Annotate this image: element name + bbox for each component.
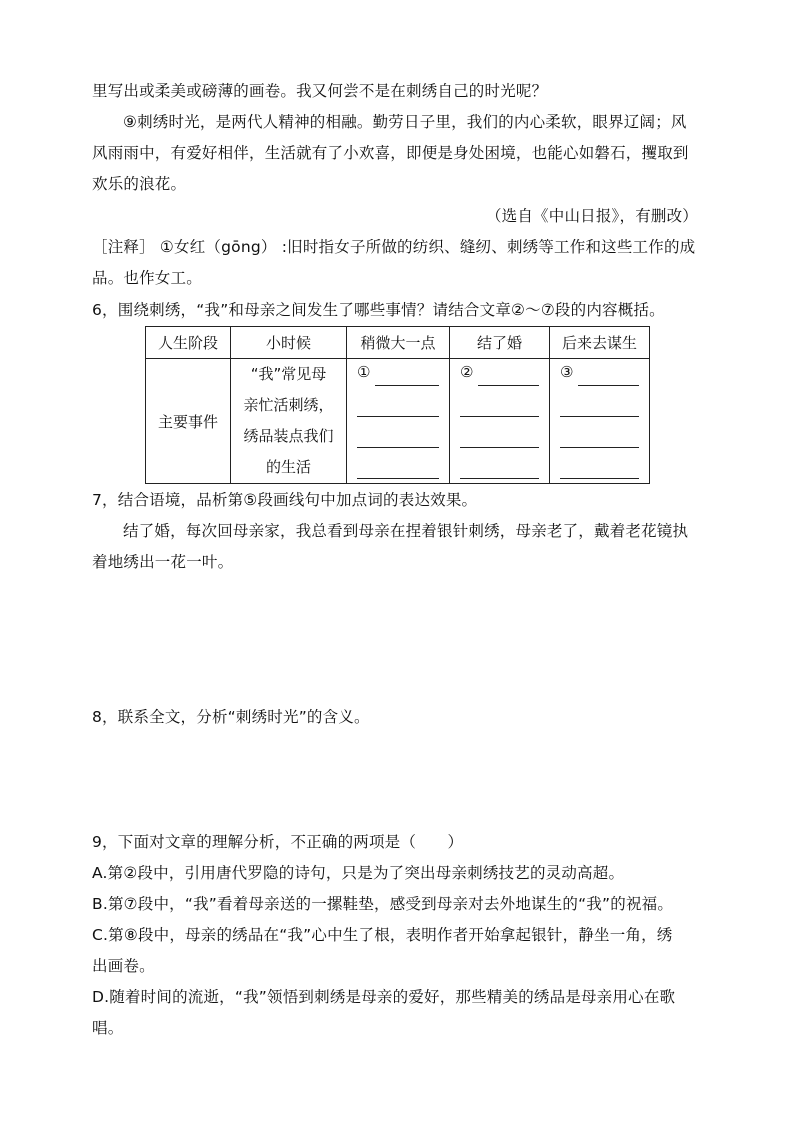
answer-line <box>550 359 649 390</box>
header-married: 结了婚 <box>450 327 550 359</box>
header-livelihood: 后来去谋生 <box>550 327 650 359</box>
question-7-quote-line-1: 结了婚，每次回母亲家，我总看到母亲在捏着银针刺绣，母亲老了，戴着老花镜执 <box>123 522 689 540</box>
question-6: 6，围绕刺绣，“我”和母亲之间发生了哪些事情？请结合文章②～⑦段的内容概括。 <box>92 301 665 319</box>
annotation-line-1: ［注释］ ①女红（gōng） :旧时指女子所做的纺织、缝纫、刺绣等工作和这些工作的成 <box>92 238 696 256</box>
answer-line <box>347 452 449 483</box>
blank-underline <box>460 478 539 479</box>
childhood-event-line: 的生活 <box>265 458 311 476</box>
paragraph-9-line-3: 欢乐的浪花。 <box>92 175 187 193</box>
answer-line <box>450 421 549 452</box>
childhood-event-line: 亲忙活刺绣， <box>243 396 334 414</box>
option-c-line-1[interactable]: C.第⑧段中，母亲的绣品在“我”心中生了根，表明作者开始拿起银针，静坐一角，绣 <box>92 926 673 944</box>
childhood-event-line: 绣品装点我们 <box>243 427 334 445</box>
option-c-line-2[interactable]: 出画卷。 <box>92 957 155 975</box>
header-older: 稍微大一点 <box>347 327 450 359</box>
circled-number-1: ① <box>357 363 371 381</box>
answer-line <box>450 390 549 421</box>
blank-underline <box>460 416 539 417</box>
blank-underline <box>357 416 439 417</box>
answer-line <box>347 421 449 452</box>
table-row <box>146 359 650 484</box>
answer-line <box>450 359 549 390</box>
paragraph-9-line-2: 风雨雨中，有爱好相伴，生活就有了小欢喜，即便是身处困境，也能心如磐石，攫取到 <box>92 144 689 162</box>
blank-underline <box>357 478 439 479</box>
summary-table <box>145 326 650 484</box>
option-d-line-2[interactable]: 唱。 <box>92 1019 124 1037</box>
childhood-event-line: “我”常见母 <box>250 365 327 383</box>
circled-number-3: ③ <box>560 363 574 381</box>
source-citation: （选自《中山日报》，有删改） <box>485 207 698 225</box>
header-childhood: 小时候 <box>231 327 347 359</box>
answer-blank-1[interactable] <box>347 359 450 484</box>
blank-underline <box>375 385 439 386</box>
answer-line <box>550 390 649 421</box>
blank-underline <box>478 385 539 386</box>
paragraph-9-line-1: ⑨刺绣时光，是两代人精神的相融。勤劳日子里，我们的内心柔软，眼界辽阔；风 <box>123 113 687 131</box>
answer-line <box>550 421 649 452</box>
blank-underline <box>560 447 639 448</box>
blank-underline <box>357 447 439 448</box>
childhood-event-cell <box>231 359 347 484</box>
passage-line-top: 里写出或柔美或磅薄的画卷。我又何尝不是在刺绣自己的时光呢？ <box>92 82 548 100</box>
option-d-line-1[interactable]: D.随着时间的流逝，“我”领悟到刺绣是母亲的爱好，那些精美的绣品是母亲用心在歌 <box>92 988 676 1006</box>
blank-underline <box>560 416 639 417</box>
answer-line <box>550 452 649 483</box>
answer-line <box>347 390 449 421</box>
circled-number-2: ② <box>460 363 474 381</box>
answer-blank-2[interactable] <box>450 359 550 484</box>
answer-line <box>450 452 549 483</box>
question-7: 7，结合语境，品析第⑤段画线句中加点词的表达效果。 <box>92 491 478 509</box>
option-b[interactable]: B.第⑦段中，“我”看着母亲送的一摞鞋垫，感受到母亲对去外地谋生的“我”的祝福。 <box>92 895 674 913</box>
row-label-main-events: 主要事件 <box>146 359 231 484</box>
blank-underline <box>560 478 639 479</box>
blank-underline <box>460 447 539 448</box>
annotation-line-2: 品。也作女工。 <box>92 269 202 287</box>
blank-underline <box>578 385 639 386</box>
answer-line <box>347 359 449 390</box>
question-9: 9，下面对文章的理解分析，不正确的两项是（ ） <box>92 833 464 851</box>
header-stage: 人生阶段 <box>146 327 231 359</box>
question-7-quote-line-2: 着地绣出一花一叶。 <box>92 553 234 571</box>
question-8: 8，联系全文，分析“刺绣时光”的含义。 <box>92 708 370 726</box>
option-a[interactable]: A.第②段中，引用唐代罗隐的诗句，只是为了突出母亲刺绣技艺的灵动高超。 <box>92 864 625 882</box>
table-header-row <box>146 327 650 359</box>
answer-blank-3[interactable] <box>550 359 650 484</box>
